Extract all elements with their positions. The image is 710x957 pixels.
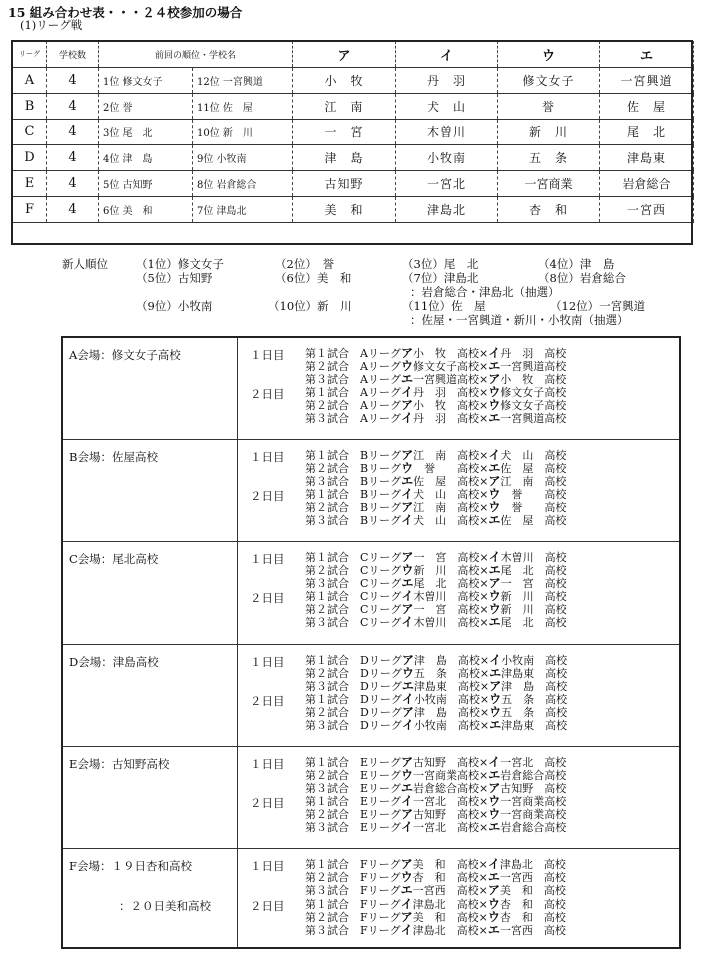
cell-i: 木曽川 — [396, 119, 498, 145]
match-line: 第２試合 Eリーグア古知野 高校×ウ一宮商業高校 — [305, 807, 567, 821]
cell-count: 4 — [47, 145, 99, 171]
match-line: 第２試合 Cリーグウ新 川 高校×エ尾 北 高校 — [305, 563, 567, 577]
rank-9: （9位）小牧南 — [136, 299, 213, 313]
page-subtitle: (1)リーグ戦 — [20, 18, 83, 32]
divider — [237, 338, 238, 439]
rank-tie-2: ：佐屋・一宮興道・新川・小牧南（抽選） — [410, 313, 629, 327]
rank-11: （11位）佐 屋 — [402, 299, 486, 313]
day-2-label: ２日目 — [250, 387, 285, 401]
ranking-label: 新人順位 — [62, 257, 108, 271]
cell-prev1: 3位 尾 北 — [99, 119, 193, 145]
cell-e: 一宮西 — [600, 196, 694, 222]
cell-league: F — [13, 196, 47, 222]
table-row — [13, 68, 694, 94]
table-row — [13, 93, 694, 119]
venue-block-e — [63, 747, 679, 849]
day-2-label: ２日目 — [250, 694, 285, 708]
match-line: 第２試合 Bリーグウ 誉 高校×エ佐 屋 高校 — [305, 461, 567, 475]
cell-league: A — [13, 68, 47, 94]
venue-block-d — [63, 645, 679, 747]
match-line: 第１試合 Bリーグイ犬 山 高校×ウ 誉 高校 — [305, 487, 567, 501]
cell-i: 小牧南 — [396, 145, 498, 171]
venue-name: E会場：古知野高校 — [69, 757, 170, 771]
cell-league: E — [13, 171, 47, 197]
match-line: 第１試合 Eリーグイ一宮北 高校×ウ一宮商業高校 — [305, 794, 567, 808]
rank-tie-1: ：岩倉総合・津島北（抽選） — [410, 285, 560, 299]
rank-4: （4位）津 島 — [538, 257, 615, 271]
divider — [237, 645, 238, 746]
venue-block-b — [63, 440, 679, 542]
match-line: 第３試合 Fリーグイ津島北 高校×エ一宮西 高校 — [305, 923, 566, 937]
venue-name: B会場：佐屋高校 — [69, 450, 158, 464]
cell-prev1: 4位 津 島 — [99, 145, 193, 171]
cell-a: 津 島 — [293, 145, 396, 171]
header-i: イ — [396, 41, 498, 68]
match-line: 第２試合 Fリーグウ杏 和 高校×エ一宮西 高校 — [305, 870, 566, 884]
rank-12: （12位）一宮興道 — [550, 299, 646, 313]
day-1-label: １日目 — [250, 757, 285, 771]
match-line: 第１試合 Dリーグイ小牧南 高校×ウ五 条 高校 — [305, 692, 568, 706]
venue-name: F会場：１９日杏和高校 — [69, 859, 192, 873]
match-line: 第１試合 Cリーグア一 宮 高校×イ木曽川 高校 — [305, 550, 567, 564]
cell-a: 小 牧 — [293, 68, 396, 94]
venue-name: C会場：尾北高校 — [69, 552, 159, 566]
cell-prev2: 10位 新 川 — [193, 119, 293, 145]
divider — [237, 849, 238, 947]
match-line: 第３試合 Aリーグイ丹 羽 高校×エ一宮興道高校 — [305, 411, 567, 425]
cell-count: 4 — [47, 196, 99, 222]
venue-block-c — [63, 542, 679, 645]
day-1-label: １日目 — [250, 450, 285, 464]
divider — [237, 440, 238, 541]
rank-5: （5位）古知野 — [136, 271, 213, 285]
rank-7: （7位）津島北 — [402, 271, 479, 285]
day-1-label: １日目 — [250, 348, 285, 362]
cell-a: 江 南 — [293, 93, 396, 119]
match-line: 第１試合 Eリーグア古知野 高校×イ一宮北 高校 — [305, 755, 567, 769]
match-line: 第１試合 Aリーグイ丹 羽 高校×ウ修文女子高校 — [305, 385, 567, 399]
cell-prev1: 2位 誉 — [99, 93, 193, 119]
match-line: 第１試合 Cリーグイ木曽川 高校×ウ新 川 高校 — [305, 589, 567, 603]
header-league: リーグ — [13, 41, 47, 68]
match-line: 第１試合 Fリーグイ津島北 高校×ウ杏 和 高校 — [305, 897, 566, 911]
match-line: 第２試合 Dリーグア津 島 高校×ウ五 条 高校 — [305, 705, 568, 719]
cell-e: 津島東 — [600, 145, 694, 171]
cell-league: C — [13, 119, 47, 145]
day-2-label: ２日目 — [250, 591, 285, 605]
cell-u: 五 条 — [498, 145, 600, 171]
match-line: 第３試合 Eリーグイ一宮北 高校×エ岩倉総合高校 — [305, 820, 567, 834]
divider — [237, 542, 238, 644]
rank-1: （1位）修文女子 — [136, 257, 224, 271]
cell-u: 一宮商業 — [498, 171, 600, 197]
table-row — [13, 119, 694, 145]
match-line: 第２試合 Bリーグア江 南 高校×ウ 誉 高校 — [305, 500, 567, 514]
cell-prev2: 7位 津島北 — [193, 196, 293, 222]
cell-e: 佐 屋 — [600, 93, 694, 119]
cell-prev1: 6位 美 和 — [99, 196, 193, 222]
table-row — [13, 196, 694, 222]
cell-a: 美 和 — [293, 196, 396, 222]
table-row — [13, 145, 694, 171]
cell-e: 岩倉総合 — [600, 171, 694, 197]
day-2-label: ２日目 — [250, 899, 285, 913]
cell-league: B — [13, 93, 47, 119]
cell-prev1: 5位 古知野 — [99, 171, 193, 197]
rank-10: （10位）新 川 — [268, 299, 352, 313]
cell-u: 誉 — [498, 93, 600, 119]
header-e: エ — [600, 41, 694, 68]
match-line: 第３試合 Cリーグエ尾 北 高校×ア一 宮 高校 — [305, 576, 567, 590]
venue-name: D会場：津島高校 — [69, 655, 159, 669]
rank-8: （8位）岩倉総合 — [538, 271, 626, 285]
table-header-row — [13, 41, 694, 68]
match-line: 第２試合 Aリーグウ修文女子高校×エ一宮興道高校 — [305, 359, 567, 373]
rank-3: （3位）尾 北 — [402, 257, 479, 271]
match-line: 第３試合 Cリーグイ木曽川 高校×エ尾 北 高校 — [305, 615, 567, 629]
cell-prev2: 12位 一宮興道 — [193, 68, 293, 94]
match-line: 第１試合 Fリーグア美 和 高校×イ津島北 高校 — [305, 857, 566, 871]
header-count: 学校数 — [47, 41, 99, 68]
venue-block-a — [63, 338, 679, 440]
cell-u: 杏 和 — [498, 196, 600, 222]
match-line: 第３試合 Fリーグエ一宮西 高校×ア美 和 高校 — [305, 883, 566, 897]
match-line: 第３試合 Eリーグエ岩倉総合高校×ア古知野 高校 — [305, 781, 567, 795]
cell-prev2: 11位 佐 屋 — [193, 93, 293, 119]
venue-name: A会場：修文女子高校 — [69, 348, 181, 362]
cell-count: 4 — [47, 119, 99, 145]
cell-league: D — [13, 145, 47, 171]
cell-count: 4 — [47, 68, 99, 94]
table-row — [13, 171, 694, 197]
header-prev: 前回の順位・学校名 — [99, 41, 293, 68]
cell-i: 津島北 — [396, 196, 498, 222]
cell-prev1: 1位 修文女子 — [99, 68, 193, 94]
match-line: 第３試合 Bリーグイ犬 山 高校×エ佐 屋 高校 — [305, 513, 567, 527]
match-line: 第３試合 Aリーグエ一宮興道高校×ア小 牧 高校 — [305, 372, 567, 386]
cell-count: 4 — [47, 93, 99, 119]
day-1-label: １日目 — [250, 552, 285, 566]
header-u: ウ — [498, 41, 600, 68]
rank-6: （6位）美 和 — [275, 271, 352, 285]
match-line: 第２試合 Eリーグウ一宮商業高校×エ岩倉総合高校 — [305, 768, 567, 782]
match-line: 第２試合 Aリーグア小 牧 高校×ウ修文女子高校 — [305, 398, 567, 412]
venue-block-f — [63, 849, 679, 947]
page-title: 15 組み合わせ表・・・２４校参加の場合 — [8, 5, 243, 20]
cell-e: 尾 北 — [600, 119, 694, 145]
cell-i: 一宮北 — [396, 171, 498, 197]
cell-i: 犬 山 — [396, 93, 498, 119]
match-line: 第３試合 Dリーグイ小牧南 高校×エ津島東 高校 — [305, 718, 568, 732]
cell-i: 丹 羽 — [396, 68, 498, 94]
header-a: ア — [293, 41, 396, 68]
match-line: 第１試合 Dリーグア津 島 高校×イ小牧南 高校 — [305, 653, 568, 667]
day-2-label: ２日目 — [250, 489, 285, 503]
match-line: 第３試合 Dリーグエ津島東 高校×ア津 島 高校 — [305, 679, 568, 693]
league-table — [12, 41, 694, 223]
cell-count: 4 — [47, 171, 99, 197]
match-line: 第３試合 Bリーグエ佐 屋 高校×ア江 南 高校 — [305, 474, 567, 488]
cell-e: 一宮興道 — [600, 68, 694, 94]
match-line: 第１試合 Bリーグア江 南 高校×イ犬 山 高校 — [305, 448, 567, 462]
day-1-label: １日目 — [250, 859, 285, 873]
day-2-label: ２日目 — [250, 796, 285, 810]
day-1-label: １日目 — [250, 655, 285, 669]
cell-a: 一 宮 — [293, 119, 396, 145]
venue-name-day2: ：２０日美和高校 — [119, 899, 211, 913]
match-line: 第２試合 Cリーグア一 宮 高校×ウ新 川 高校 — [305, 602, 567, 616]
match-line: 第２試合 Dリーグウ五 条 高校×エ津島東 高校 — [305, 666, 568, 680]
divider — [237, 747, 238, 848]
cell-prev2: 9位 小牧南 — [193, 145, 293, 171]
cell-a: 古知野 — [293, 171, 396, 197]
cell-u: 新 川 — [498, 119, 600, 145]
rank-2: （2位） 誉 — [275, 257, 335, 271]
match-line: 第２試合 Fリーグア美 和 高校×ウ杏 和 高校 — [305, 910, 566, 924]
cell-u: 修文女子 — [498, 68, 600, 94]
cell-prev2: 8位 岩倉総合 — [193, 171, 293, 197]
schedule-table — [61, 336, 681, 949]
match-line: 第１試合 Aリーグア小 牧 高校×イ丹 羽 高校 — [305, 346, 567, 360]
